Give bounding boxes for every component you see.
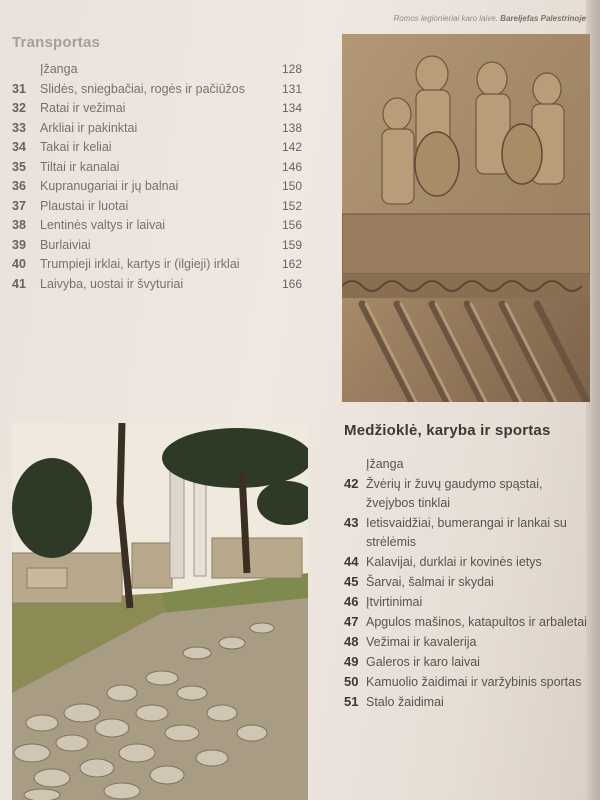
chapter-title: Apgulos mašinos, katapultos ir arbaletai bbox=[366, 615, 587, 629]
section-title-hunting: Medžioklė, karyba ir sportas bbox=[344, 422, 551, 439]
relief-illustration bbox=[342, 34, 590, 402]
page-number: 166 bbox=[281, 276, 302, 291]
chapter-number: 40 bbox=[12, 257, 26, 271]
chapter-title: Tiltai ir kanalai bbox=[40, 159, 120, 174]
page-number: 150 bbox=[281, 179, 302, 193]
chapter-title: Arkliai ir pakinktai bbox=[40, 120, 138, 135]
chapter-number: 48 bbox=[344, 634, 359, 649]
page-number: 138 bbox=[281, 120, 302, 135]
page-number: 128 bbox=[281, 62, 302, 76]
photo-caption bbox=[393, 14, 586, 23]
chapter-title: Kalavijai, durklai ir kovinės ietys bbox=[366, 555, 542, 569]
chapter-title: Vežimai ir kavalerija bbox=[366, 635, 477, 649]
section-title-transport: Transportas bbox=[12, 34, 101, 51]
toc-row[interactable] bbox=[12, 277, 302, 297]
chapter-number: 49 bbox=[344, 654, 359, 669]
toc-row[interactable] bbox=[12, 257, 302, 277]
chapter-title: Įžanga bbox=[40, 62, 78, 76]
relief-photo bbox=[342, 34, 590, 402]
toc-row[interactable] bbox=[12, 199, 302, 219]
chapter-number: 34 bbox=[12, 140, 26, 154]
chapter-title: Trumpieji irklai, kartys ir (ilgieji) irklai bbox=[40, 257, 240, 271]
chapter-number: 41 bbox=[12, 276, 26, 291]
toc-row[interactable] bbox=[12, 101, 302, 121]
chapter-number: 35 bbox=[12, 159, 26, 174]
toc-row[interactable] bbox=[344, 572, 589, 592]
chapter-title: Plaustai ir luotai bbox=[40, 198, 129, 213]
chapter-number: 51 bbox=[344, 694, 359, 709]
ruins-illustration bbox=[12, 423, 308, 800]
chapter-title: Įžanga bbox=[366, 457, 404, 471]
page-number: 131 bbox=[281, 81, 302, 96]
chapter-title: Stalo žaidimai bbox=[366, 695, 444, 709]
toc-row[interactable] bbox=[344, 612, 589, 632]
toc-row[interactable] bbox=[12, 82, 302, 102]
page-number: 146 bbox=[281, 159, 302, 174]
toc-row[interactable] bbox=[344, 513, 589, 552]
toc-row[interactable] bbox=[344, 632, 589, 652]
chapter-number: 43 bbox=[344, 515, 359, 530]
chapter-title: Kamuolio žaidimai ir varžybinis sportas bbox=[366, 675, 582, 689]
toc-row[interactable] bbox=[344, 692, 589, 712]
toc-row[interactable] bbox=[344, 552, 589, 572]
toc-hunting bbox=[344, 455, 589, 712]
page-number: 159 bbox=[281, 237, 302, 252]
toc-row[interactable] bbox=[12, 62, 302, 82]
page-number: 142 bbox=[281, 140, 302, 154]
chapter-number: 47 bbox=[344, 614, 359, 629]
toc-row[interactable] bbox=[12, 218, 302, 238]
caption-text: Romos legionieriai karo laive. bbox=[393, 14, 498, 23]
toc-row[interactable] bbox=[344, 672, 589, 692]
toc-row[interactable] bbox=[12, 238, 302, 258]
chapter-number: 45 bbox=[344, 574, 359, 589]
chapter-title: Žvėrių ir žuvų gaudymo spąstai, žvejybos tinklai bbox=[366, 477, 543, 510]
chapter-title: Galeros ir karo laivai bbox=[366, 655, 480, 669]
chapter-number: 44 bbox=[344, 554, 359, 569]
toc-row[interactable] bbox=[344, 592, 589, 612]
ruins-photo bbox=[12, 423, 308, 800]
toc-row[interactable] bbox=[12, 179, 302, 199]
chapter-title: Slidės, sniegbačiai, rogės ir pačiūžos bbox=[40, 81, 245, 96]
page-number: 134 bbox=[281, 101, 302, 115]
chapter-title: Takai ir keliai bbox=[40, 140, 112, 154]
chapter-number: 46 bbox=[344, 594, 359, 609]
chapter-number: 39 bbox=[12, 237, 26, 252]
chapter-title: Laivyba, uostai ir švyturiai bbox=[40, 276, 184, 291]
chapter-number: 31 bbox=[12, 81, 26, 96]
chapter-title: Kupranugariai ir jų balnai bbox=[40, 179, 179, 193]
chapter-title: Šarvai, šalmai ir skydai bbox=[366, 575, 494, 589]
toc-row[interactable] bbox=[12, 160, 302, 180]
toc-row[interactable] bbox=[344, 652, 589, 672]
chapter-title: Burlaiviai bbox=[40, 237, 91, 252]
page-number: 152 bbox=[281, 198, 302, 213]
page-number: 162 bbox=[281, 257, 302, 271]
chapter-number: 50 bbox=[344, 674, 359, 689]
chapter-title: Lentinės valtys ir laivai bbox=[40, 218, 166, 232]
chapter-number: 32 bbox=[12, 101, 26, 115]
chapter-number: 42 bbox=[344, 476, 359, 491]
toc-row[interactable] bbox=[344, 455, 589, 474]
chapter-number: 38 bbox=[12, 218, 26, 232]
chapter-number: 36 bbox=[12, 179, 26, 193]
toc-row[interactable] bbox=[12, 121, 302, 141]
toc-row[interactable] bbox=[344, 474, 589, 513]
chapter-title: Ietisvaidžiai, bumerangai ir lankai su strėlėmis bbox=[366, 516, 567, 549]
toc-row[interactable] bbox=[12, 140, 302, 160]
chapter-title: Įtvirtinimai bbox=[366, 595, 423, 609]
chapter-title: Ratai ir vežimai bbox=[40, 101, 126, 115]
chapter-number: 33 bbox=[12, 120, 26, 135]
page-number: 156 bbox=[281, 218, 302, 232]
chapter-number: 37 bbox=[12, 198, 26, 213]
toc-transport bbox=[12, 62, 302, 296]
caption-bold: Bareljefas Palestrinoje bbox=[500, 14, 586, 23]
